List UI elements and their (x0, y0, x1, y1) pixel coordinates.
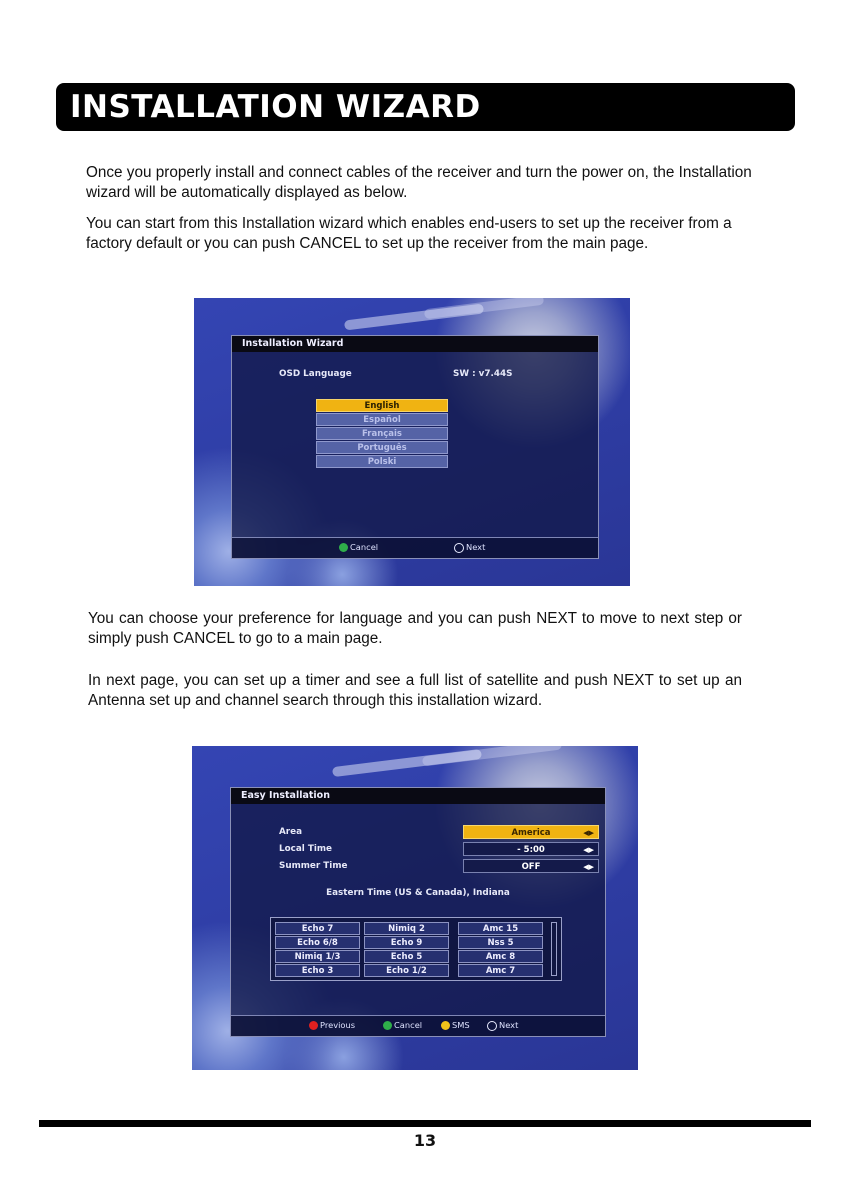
next-label: Next (466, 542, 486, 552)
satellite-item[interactable]: Echo 3 (275, 964, 360, 977)
red-key-icon (309, 1021, 318, 1030)
satellite-item[interactable]: Echo 1/2 (364, 964, 449, 977)
wizard-paragraph: You can start from this Installation wizard which enables end-users to set up the receiver from a factory default or you can push CANCEL to set up the receiver from the main page. (86, 215, 732, 252)
intro-paragraph: Once you properly install and connect cables of the receiver and turn the power on, the Installation wizard will be automatically displayed as below. (86, 164, 752, 201)
satellite-item[interactable]: Echo 7 (275, 922, 360, 935)
local-time-label: Local Time (279, 844, 333, 854)
area-label: Area (279, 827, 303, 837)
next-button[interactable] (454, 542, 485, 553)
ok-key-icon (487, 1021, 497, 1031)
satellite-item[interactable]: Amc 8 (458, 950, 543, 963)
timezone-label: Eastern Time (US & Canada), Indiana (326, 888, 510, 898)
ok-key-icon (454, 543, 464, 553)
area-value: America (511, 828, 551, 838)
left-right-arrows-icon: ◀▶ (583, 829, 594, 837)
header-bar (56, 83, 795, 131)
previous-label: Previous (320, 1020, 356, 1030)
green-key-icon (383, 1021, 392, 1030)
cancel-button[interactable] (383, 1020, 422, 1031)
easy-installation-screenshot (192, 746, 638, 1070)
summer-time-value: OFF (521, 862, 541, 872)
panel-footer (232, 537, 598, 558)
area-select[interactable] (463, 825, 599, 839)
summer-time-select[interactable] (463, 859, 599, 873)
panel-footer (231, 1015, 605, 1036)
summer-time-label: Summer Time (279, 861, 348, 871)
software-version: SW : v7.44S (453, 369, 513, 379)
language-option-portugues[interactable]: Português (316, 441, 448, 454)
language-option-polski[interactable]: Polski (316, 455, 448, 468)
satellite-item[interactable]: Amc 15 (458, 922, 543, 935)
panel-title: Installation Wizard (232, 336, 598, 352)
satellite-item[interactable]: Nss 5 (458, 936, 543, 949)
cancel-label: Cancel (350, 542, 379, 552)
satellite-item[interactable]: Nimiq 2 (364, 922, 449, 935)
next-button[interactable] (487, 1020, 518, 1031)
page-number: 13 (413, 1131, 437, 1150)
green-key-icon (339, 543, 348, 552)
satellite-list (270, 917, 562, 981)
satellite-item[interactable]: Echo 9 (364, 936, 449, 949)
sms-label: SMS (452, 1020, 470, 1030)
language-option-espanol[interactable]: Español (316, 413, 448, 426)
language-option-francais[interactable]: Français (316, 427, 448, 440)
cancel-label: Cancel (394, 1020, 423, 1030)
osd-language-label: OSD Language (279, 369, 352, 379)
next-page-paragraph: In next page, you can set up a timer and see a full list of satellite and push NEXT to set up an Antenna set up and channel search through this installation wizard. (88, 672, 742, 709)
satellite-item[interactable]: Nimiq 1/3 (275, 950, 360, 963)
left-right-arrows-icon: ◀▶ (583, 863, 594, 871)
satellite-item[interactable]: Echo 5 (364, 950, 449, 963)
yellow-key-icon (441, 1021, 450, 1030)
decor-swoosh (422, 746, 562, 766)
satellite-item[interactable]: Amc 7 (458, 964, 543, 977)
page-title: INSTALLATION WIZARD (70, 89, 481, 125)
previous-button[interactable] (309, 1020, 355, 1031)
local-time-select[interactable] (463, 842, 599, 856)
easy-installation-panel (230, 787, 606, 1037)
cancel-button[interactable] (339, 542, 378, 553)
language-option-english[interactable]: English (316, 399, 448, 412)
footer-rule (39, 1120, 811, 1127)
panel-title: Easy Installation (231, 788, 605, 804)
sms-button[interactable] (441, 1020, 470, 1031)
local-time-value: - 5:00 (517, 845, 545, 855)
decor-swoosh (424, 298, 544, 319)
scrollbar[interactable] (551, 922, 557, 976)
satellite-item[interactable]: Echo 6/8 (275, 936, 360, 949)
language-paragraph: You can choose your preference for language and you can push NEXT to move to next step or simply push CANCEL to go to a main page. (88, 610, 742, 647)
installation-wizard-screenshot (194, 298, 630, 586)
next-label: Next (499, 1020, 519, 1030)
wizard-panel (231, 335, 599, 559)
left-right-arrows-icon: ◀▶ (583, 846, 594, 854)
